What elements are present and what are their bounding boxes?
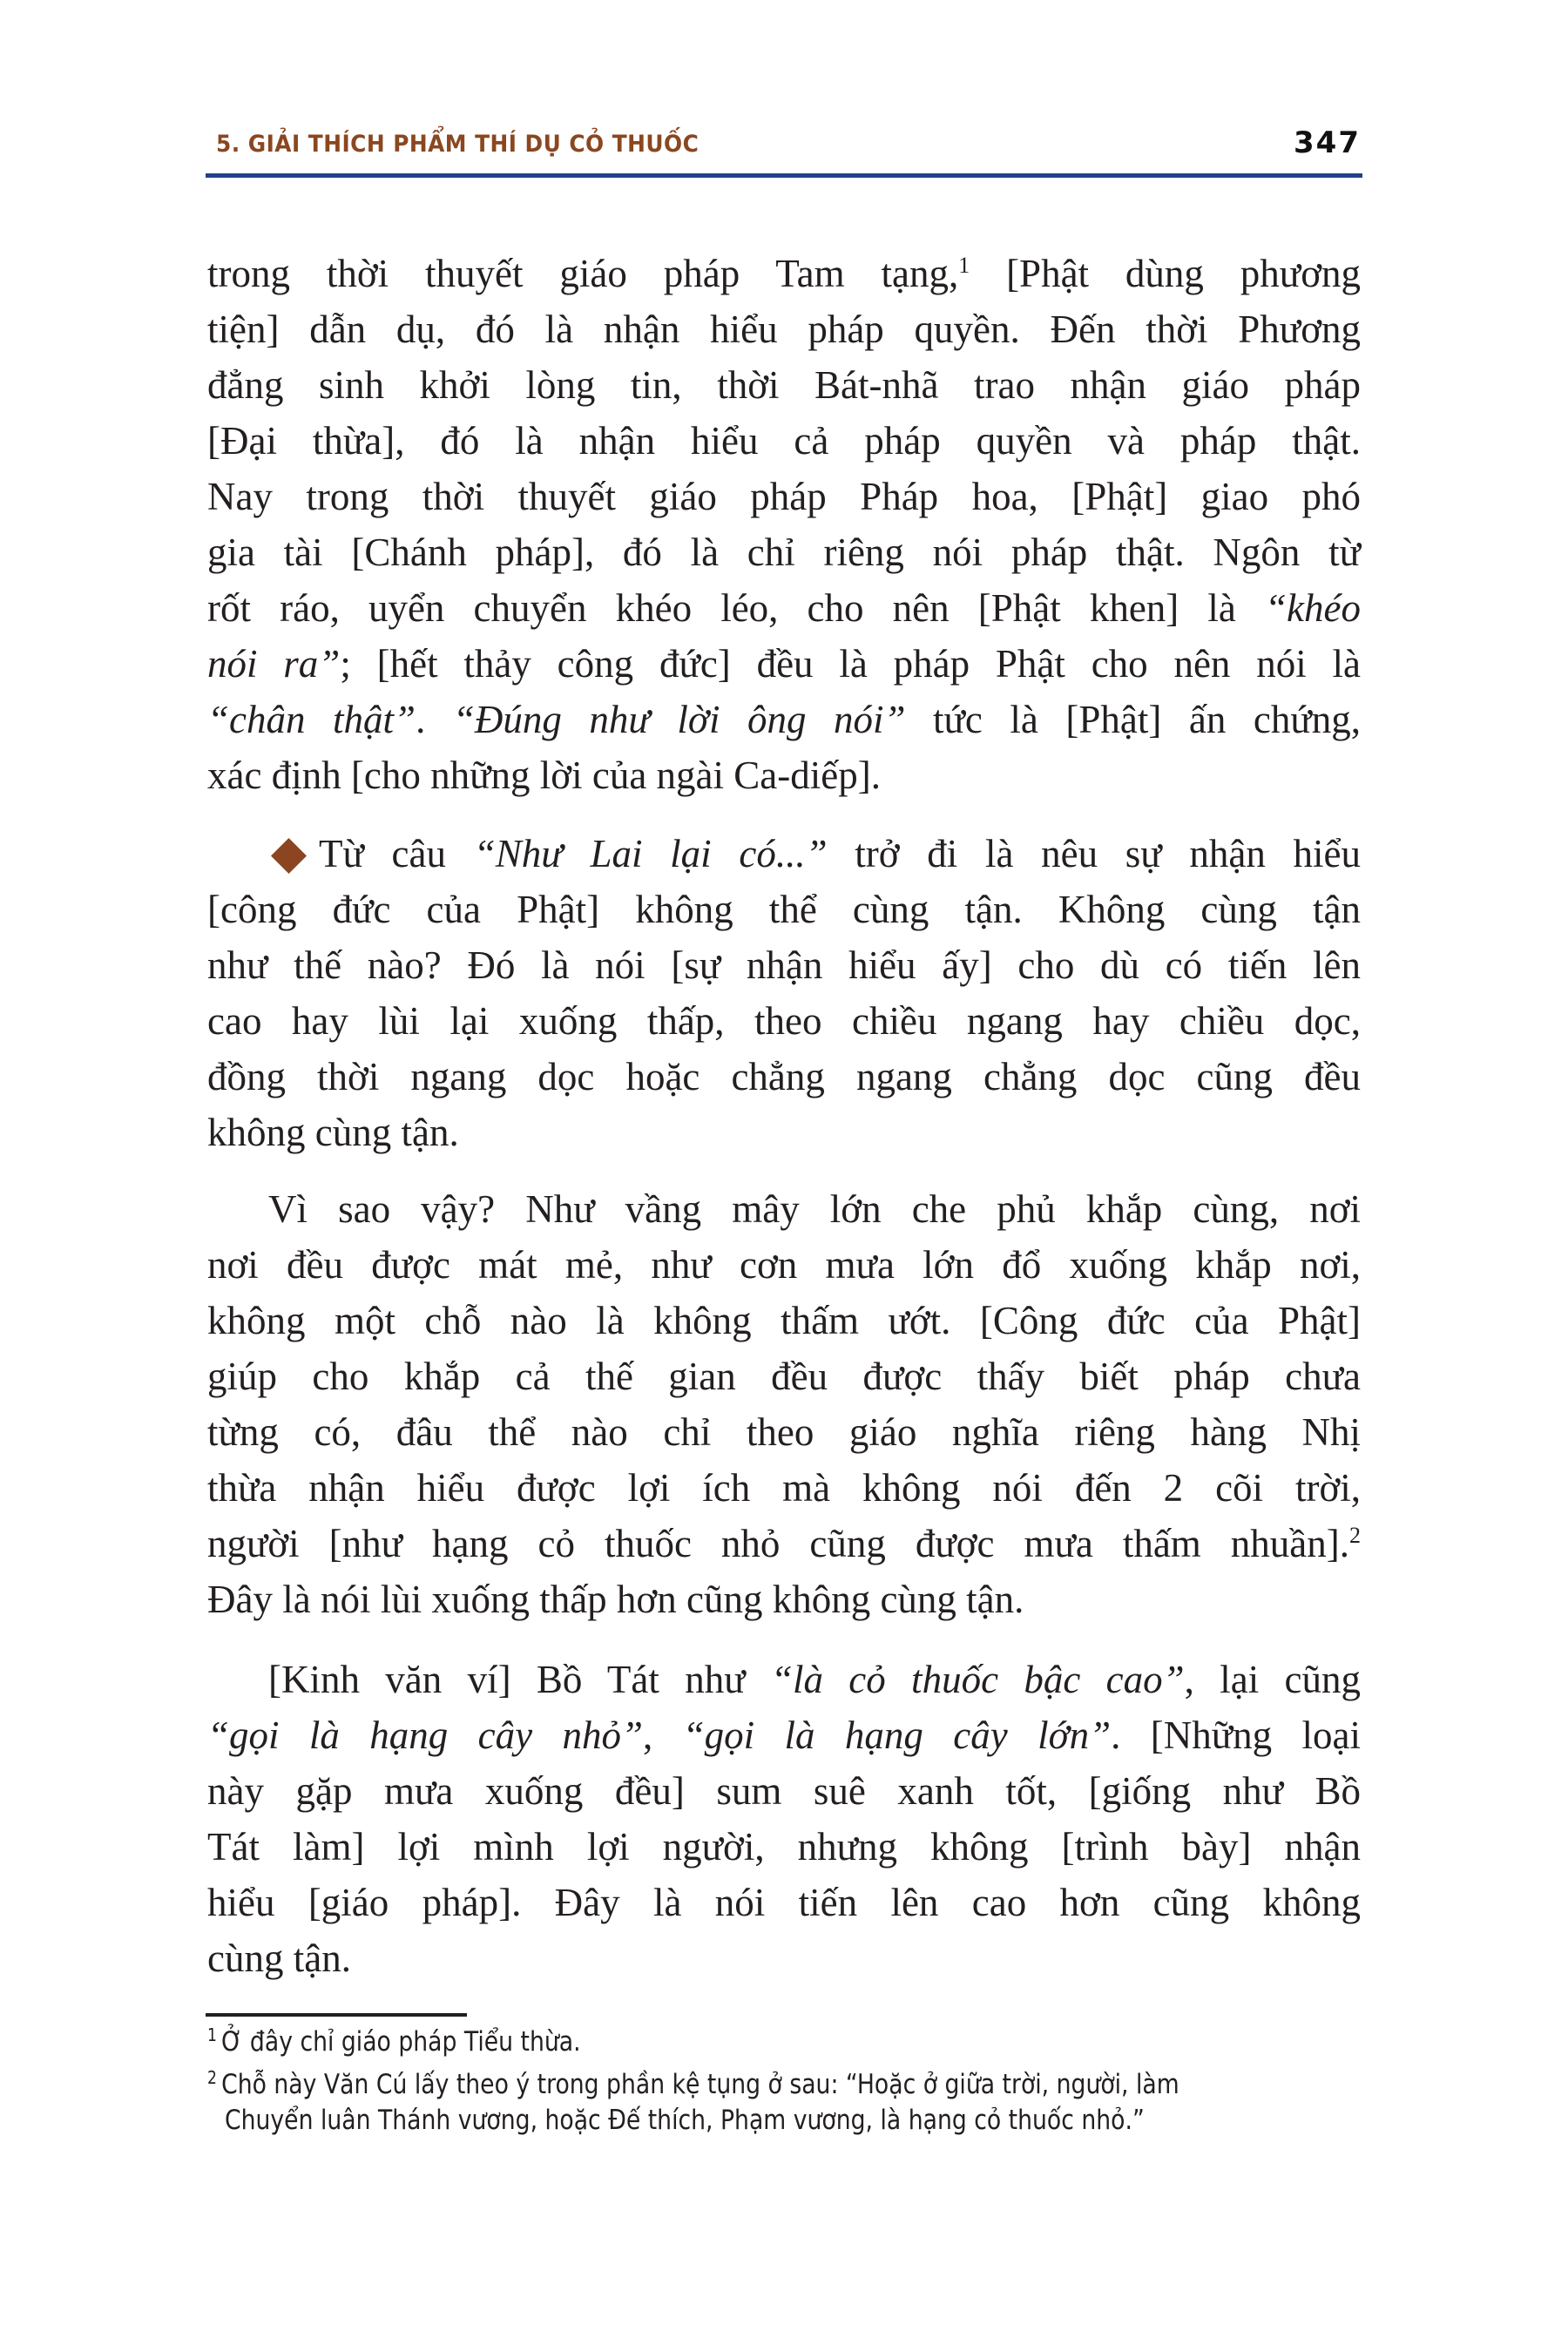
text-run: trong thời thuyết giáo pháp Tam tạng, [207, 252, 959, 295]
text-run: thừa nhận hiểu được lợi ích mà không nói đến 2 cõi trời, [207, 1466, 1361, 1510]
text-run: . [Những loại [1111, 1713, 1361, 1757]
text-line [207, 882, 1361, 937]
text-line [207, 1049, 1361, 1105]
text-line [207, 1571, 1361, 1627]
text-run: [công đức của Phật] không thể cùng tận. Không cùng tận [207, 888, 1361, 931]
italic-quote: “Đúng như lời ông nói” [452, 698, 906, 741]
text-run: . [416, 698, 453, 741]
footnote-reference[interactable]: 2 [1349, 1523, 1361, 1548]
text-run: nơi đều được mát mẻ, như cơn mưa lớn đổ xuống khắp nơi, [207, 1243, 1361, 1287]
text-run: từng có, đâu thể nào chỉ theo giáo nghĩa riêng hàng Nhị [207, 1410, 1361, 1454]
text-run: hiểu [giáo pháp]. Đây là nói tiến lên cao hơn cũng không [207, 1881, 1361, 1924]
footnotes [207, 2014, 1366, 2142]
paragraph [207, 826, 1361, 1160]
footnote-line [207, 2014, 1366, 2057]
text-run: cùng tận. [207, 1936, 351, 1980]
text-run: tiện] dẫn dụ, đó là nhận hiểu pháp quyền. Đến thời Phương [207, 308, 1361, 351]
text-run: không một chỗ nào là không thấm ướt. [Công đức của Phật] [207, 1299, 1361, 1342]
text-line [207, 826, 1361, 882]
italic-quote: “gọi là hạng cây lớn” [682, 1713, 1112, 1757]
text-run: Tát làm] lợi mình lợi người, nhưng không [trình bày] nhận [207, 1825, 1361, 1869]
text-run: Đây là nói lùi xuống thấp hơn cũng không cùng tận. [207, 1578, 1024, 1621]
footnote-number: 2 [207, 2067, 217, 2088]
text-run: [Đại thừa], đó là nhận hiểu cả pháp quyền và pháp thật. [207, 419, 1361, 463]
text-line [207, 357, 1361, 413]
text-line [207, 1707, 1361, 1763]
text-line [207, 301, 1361, 357]
footnote-line [207, 2099, 1366, 2142]
footnote-text: Ở đây chỉ giáo pháp Tiểu thừa. [221, 2026, 581, 2058]
text-run: Nay trong thời thuyết giáo pháp Pháp hoa, [Phật] giao phó [207, 475, 1361, 518]
page-number: 347 [1294, 125, 1361, 160]
italic-quote: “Như Lai lại có...” [473, 832, 828, 875]
text-run: ; [hết thảy công đức] đều là pháp Phật cho nên nói là [340, 642, 1362, 686]
text-run: đẳng sinh khởi lòng tin, thời Bát-nhã trao nhận giáo pháp [207, 363, 1361, 407]
text-run: như thế nào? Đó là nói [sự nhận hiểu ấy] cho dù có tiến lên [207, 943, 1361, 987]
footnote-text: Chuyển luân Thánh vương, hoặc Đế thích, Phạm vương, là hạng cỏ thuốc nhỏ.” [225, 2105, 1145, 2136]
text-run: , [643, 1713, 683, 1757]
text-run: cao hay lùi lại xuống thấp, theo chiều ngang hay chiều dọc, [207, 999, 1361, 1043]
text-line [207, 993, 1361, 1049]
text-line [207, 937, 1361, 993]
text-run: xác định [cho những lời của ngài Ca-diếp]. [207, 754, 881, 797]
text-line [207, 1652, 1361, 1707]
text-run: tức là [Phật] ấn chứng, [905, 698, 1361, 741]
text-line [207, 1516, 1361, 1571]
text-line [207, 747, 1361, 803]
text-run: Từ câu [319, 832, 474, 875]
footnote-text: Chỗ này Văn Cú lấy theo ý trong phần kệ tụng ở sau: “Hoặc ở giữa trời, người, làm [221, 2069, 1179, 2100]
text-run: này gặp mưa xuống đều] sum suê xanh tốt, [giống như Bồ [207, 1769, 1361, 1813]
text-run: [Kinh văn ví] Bồ Tát như [268, 1658, 771, 1701]
header-rule [206, 173, 1362, 178]
text-run: gia tài [Chánh pháp], đó là chỉ riêng nói pháp thật. Ngôn từ [207, 531, 1361, 574]
text-line [207, 1181, 1361, 1237]
text-line [207, 524, 1361, 580]
text-run: người [như hạng cỏ thuốc nhỏ cũng được mưa thấm nhuần]. [207, 1522, 1349, 1565]
footnote-line [207, 2057, 1366, 2099]
text-run: trở đi là nêu sự nhận hiểu [827, 832, 1361, 875]
text-line [207, 692, 1361, 747]
paragraph [207, 1181, 1361, 1627]
text-line [207, 246, 1361, 301]
text-run: giúp cho khắp cả thế gian đều được thấy biết pháp chưa [207, 1355, 1361, 1398]
text-line [207, 1404, 1361, 1460]
text-run: đồng thời ngang dọc hoặc chẳng ngang chẳng dọc cũng đều [207, 1055, 1361, 1098]
text-line [207, 1348, 1361, 1404]
text-run: , lại cũng [1184, 1658, 1361, 1701]
text-line [207, 469, 1361, 524]
text-run: Vì sao vậy? Như vầng mây lớn che phủ khắp cùng, nơi [268, 1187, 1361, 1231]
text-line [207, 636, 1361, 692]
text-run: [Phật dùng phương [970, 252, 1361, 295]
italic-quote: “là cỏ thuốc bậc cao” [770, 1658, 1185, 1701]
text-line [207, 1105, 1361, 1160]
text-line [207, 1460, 1361, 1516]
text-line [207, 413, 1361, 469]
text-line [207, 1293, 1361, 1348]
italic-quote: “gọi là hạng cây nhỏ” [207, 1713, 643, 1757]
text-line [207, 580, 1361, 636]
text-line [207, 1763, 1361, 1819]
italic-quote: nói ra” [207, 642, 341, 686]
italic-quote: “chân thật” [207, 698, 416, 741]
footnote-number: 1 [207, 2024, 217, 2045]
text-line [207, 1930, 1361, 1986]
text-line [207, 1819, 1361, 1875]
text-line [207, 1875, 1361, 1930]
text-line [207, 1237, 1361, 1293]
paragraph [207, 1652, 1361, 1986]
text-run: không cùng tận. [207, 1111, 459, 1154]
footnote-reference[interactable]: 1 [958, 253, 970, 278]
italic-quote: “khéo [1265, 586, 1361, 630]
text-run: rốt ráo, uyển chuyển khéo léo, cho nên [Phật khen] là [207, 586, 1266, 630]
paragraph [207, 246, 1361, 803]
running-head-title: 5. GIẢI THÍCH PHẨM THÍ DỤ CỎ THUỐC [216, 131, 700, 158]
